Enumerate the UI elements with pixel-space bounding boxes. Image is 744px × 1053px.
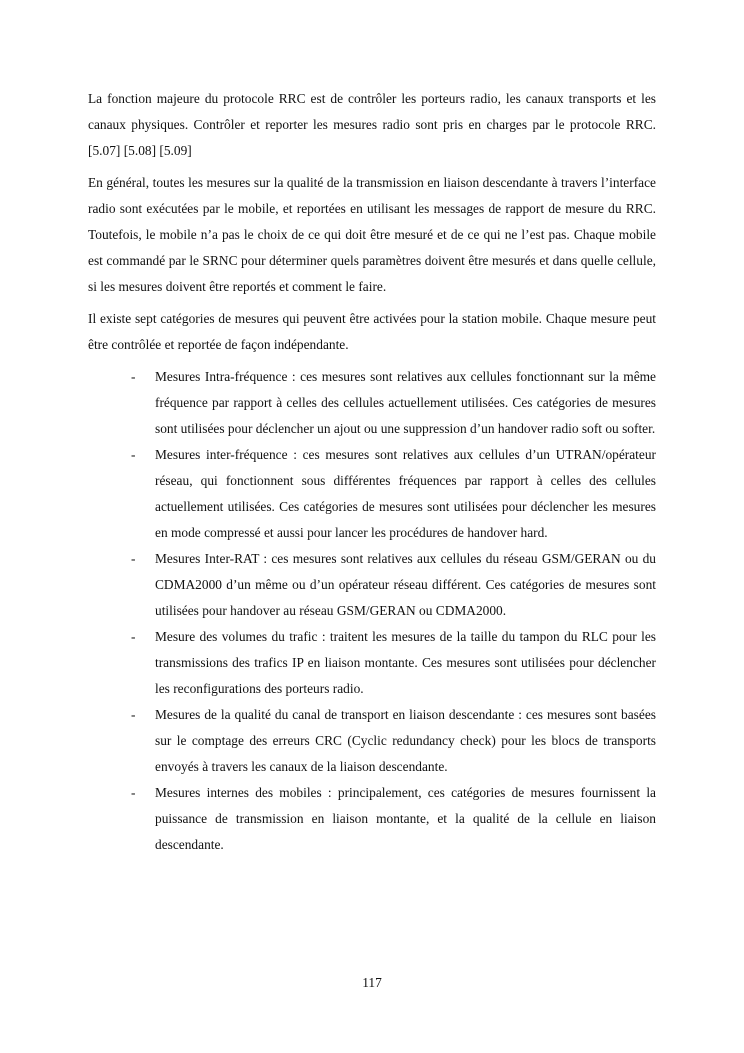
paragraph-rrc-function: La fonction majeure du protocole RRC est de contrôler les porteurs radio, les canaux transports et les canaux physiques. Contrôler et reporter les mesures radio sont pris en charges par le protocole RRC. [5.07] [5.08] [5.09] [88, 91, 656, 158]
paragraph-seven-categories: Il existe sept catégories de mesures qui peuvent être activées pour la station mobile. Chaque mesure peut être contrôlée et reportée de façon indépendante. [88, 311, 656, 352]
list-item-text: Mesures inter-fréquence : ces mesures sont relatives aux cellules d’un UTRAN/opérateur réseau, qui fonctionnent sous différentes fréquences par rapport à celles des cellules actuellement utilisées. Ces catégories de mesures sont utilisées pour déclencher les mesures en mode compressé et aussi pour lancer les procédures de handover hard. [155, 447, 656, 540]
list-item [88, 364, 656, 442]
list-item [88, 702, 656, 780]
list-item-text: Mesures internes des mobiles : principalement, ces catégories de mesures fournissent la puissance de transmission en liaison montante, et la qualité de la cellule en liaison descendante. [155, 785, 656, 852]
bullet-dash: - [131, 369, 136, 384]
list-item-text: Mesures Intra-fréquence : ces mesures sont relatives aux cellules fonctionnant sur la même fréquence par rapport à celles des cellules actuellement utilisées. Ces catégories de mesures sont utilisées pour déclencher un ajout ou une suppression d’un handover radio soft ou softer. [155, 369, 656, 436]
page-number: 117 [362, 975, 382, 990]
bullet-dash: - [131, 551, 136, 566]
list-item-text: Mesures Inter-RAT : ces mesures sont relatives aux cellules du réseau GSM/GERAN ou du CDMA2000 d’un même ou d’un opérateur réseau différent. Ces catégories de mesures sont utilisées pour handover au réseau GSM/GERAN ou CDMA2000. [155, 551, 656, 618]
measurement-categories-list [88, 364, 656, 858]
bullet-dash: - [131, 447, 136, 462]
document-page [88, 86, 656, 858]
bullet-dash: - [131, 785, 136, 800]
list-item [88, 624, 656, 702]
paragraph-measurements-general: En général, toutes les mesures sur la qualité de la transmission en liaison descendante à travers l’interface radio sont exécutées par le mobile, et reportées en utilisant les messages de rapport de mesure du RRC. Toutefois, le mobile n’a pas le choix de ce qui doit être mesuré et de ce qui ne l’est pas. Chaque mobile est commandé par le SRNC pour déterminer quels paramètres doivent être mesurés et dans quelle cellule, si les mesures doivent être reportés et comment le faire. [88, 175, 656, 294]
bullet-dash: - [131, 629, 136, 644]
list-item [88, 780, 656, 858]
list-item-text: Mesure des volumes du trafic : traitent les mesures de la taille du tampon du RLC pour les transmissions des trafics IP en liaison montante. Ces mesures sont utilisées pour déclencher les reconfigurations des porteurs radio. [155, 629, 656, 696]
list-item-text: Mesures de la qualité du canal de transport en liaison descendante : ces mesures sont basées sur le comptage des erreurs CRC (Cyclic redundancy check) pour les blocs de transports envoyés à travers les canaux de la liaison descendante. [155, 707, 656, 774]
list-item [88, 442, 656, 546]
list-item [88, 546, 656, 624]
bullet-dash: - [131, 707, 136, 722]
